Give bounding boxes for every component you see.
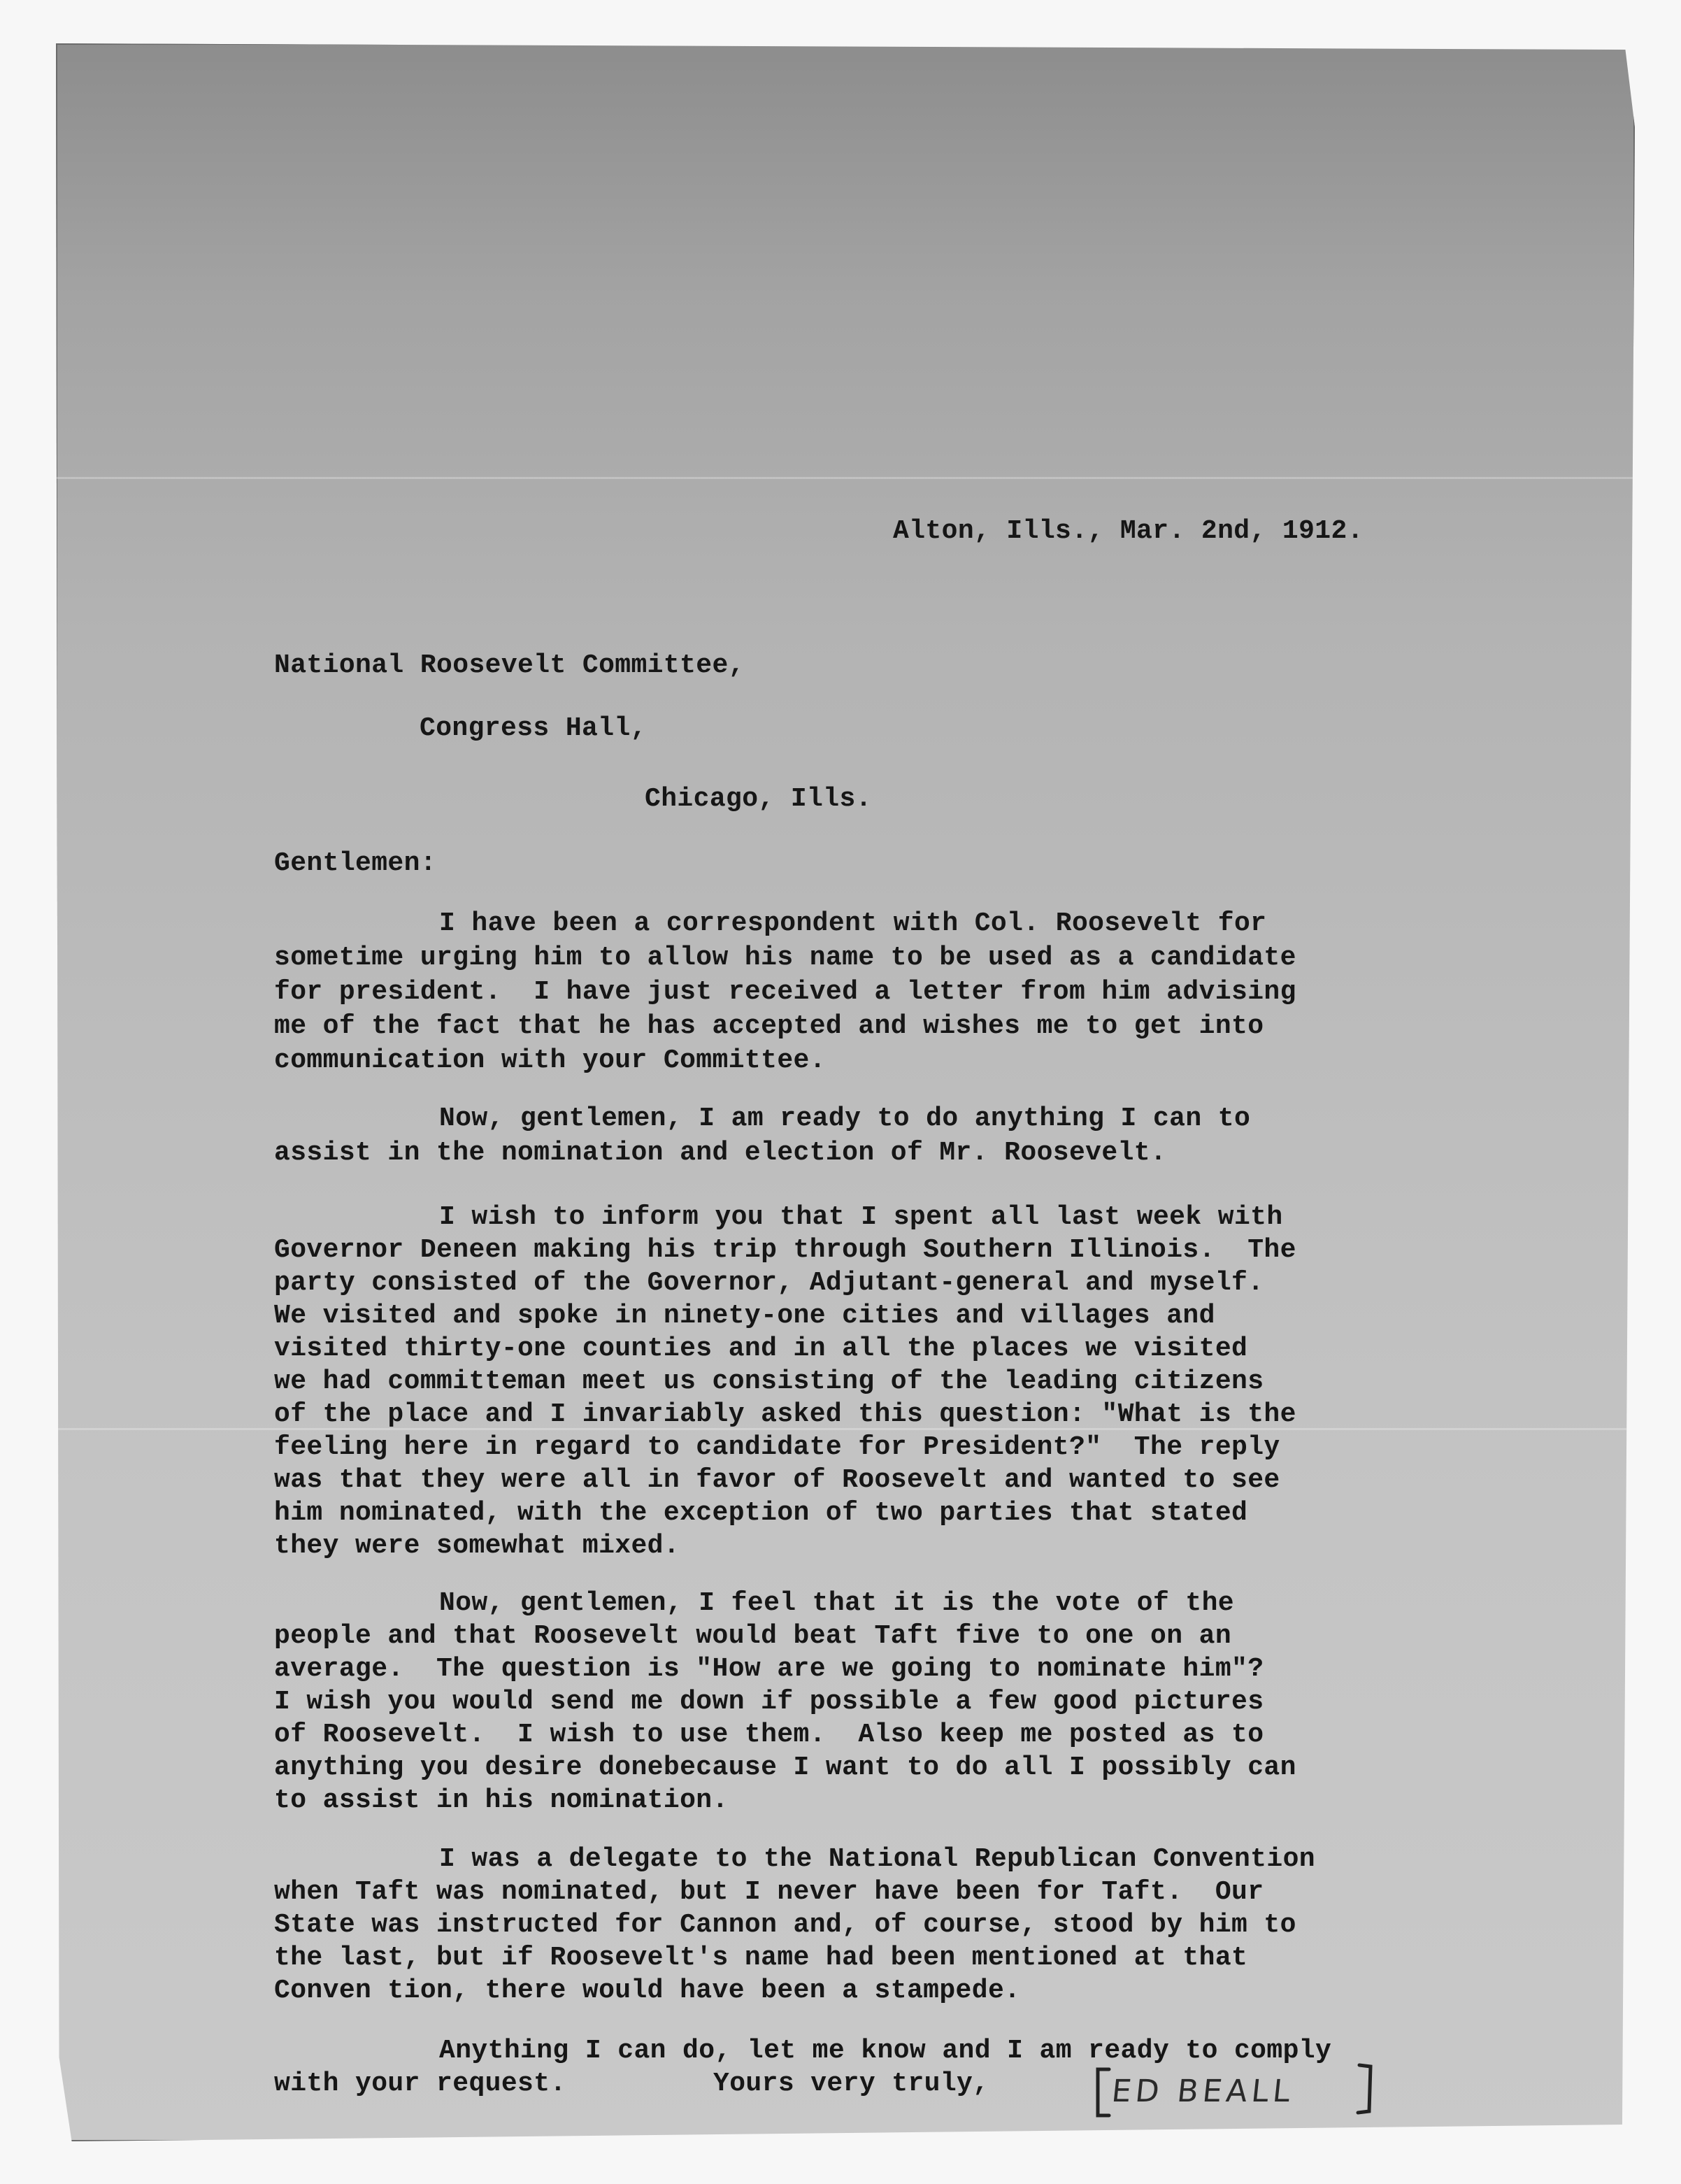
body-line: I have been a correspondent with Col. Roosevelt for: [439, 908, 1267, 938]
body-line: State was instructed for Cannon and, of course, stood by him to: [274, 1910, 1296, 1940]
address-line-2: Congress Hall,: [420, 713, 647, 743]
body-line: Anything I can do, let me know and I am ready to comply: [439, 2036, 1332, 2066]
body-line: average. The question is "How are we going to nominate him"?: [274, 1654, 1264, 1684]
body-line: was that they were all in favor of Roosevelt and wanted to see: [274, 1465, 1280, 1495]
body-line: I was a delegate to the National Republican Convention: [439, 1844, 1315, 1874]
body-line: communication with your Committee.: [274, 1045, 826, 1076]
body-line: sometime urging him to allow his name to be used as a candidate: [274, 943, 1296, 973]
body-line: of Roosevelt. I wish to use them. Also keep me posted as to: [274, 1720, 1264, 1750]
body-line: for president. I have just received a letter from him advising: [274, 977, 1296, 1007]
body-line: assist in the nomination and election of Mr. Roosevelt.: [274, 1138, 1167, 1168]
body-line: him nominated, with the exception of two parties that stated: [274, 1498, 1248, 1528]
address-line-1: National Roosevelt Committee,: [274, 650, 745, 680]
letter-sheet: [56, 43, 1635, 2141]
signature: [1088, 2060, 1382, 2124]
body-line: Now, gentlemen, I am ready to do anything I can to: [439, 1104, 1251, 1134]
paper-crease: [56, 477, 1635, 479]
body-line: Now, gentlemen, I feel that it is the vote of the: [439, 1588, 1234, 1618]
dateline: Alton, Ills., Mar. 2nd, 1912.: [893, 516, 1364, 546]
closing: Yours very truly,: [713, 2069, 989, 2099]
address-line-3: Chicago, Ills.: [645, 784, 872, 814]
body-line: Governor Deneen making his trip through Southern Illinois. The: [274, 1235, 1296, 1265]
body-line: visited thirty-one counties and in all the places we visited: [274, 1334, 1248, 1364]
body-line: anything you desire donebecause I want to do all I possibly can: [274, 1753, 1296, 1783]
body-line: feeling here in regard to candidate for President?" The reply: [274, 1432, 1280, 1462]
body-line: me of the fact that he has accepted and wishes me to get into: [274, 1011, 1264, 1041]
body-line: I wish you would send me down if possible a few good pictures: [274, 1687, 1264, 1717]
body-line: people and that Roosevelt would beat Taft five to one on an: [274, 1621, 1232, 1651]
body-line: the last, but if Roosevelt's name had been mentioned at that: [274, 1943, 1248, 1973]
body-line: to assist in his nomination.: [274, 1785, 729, 1815]
body-line: of the place and I invariably asked this question: "What is the: [274, 1399, 1296, 1429]
body-line: We visited and spoke in ninety-one cities and villages and: [274, 1301, 1215, 1331]
body-line: they were somewhat mixed.: [274, 1531, 680, 1561]
body-line: I wish to inform you that I spent all last week with: [439, 1202, 1283, 1232]
body-line: with your request.: [274, 2069, 566, 2099]
body-line: we had committeman meet us consisting of the leading citizens: [274, 1366, 1264, 1397]
body-line: party consisted of the Governor, Adjutant-general and myself.: [274, 1268, 1264, 1298]
signature-text: ED BEALL: [1110, 2074, 1296, 2109]
body-line: Conven tion, there would have been a stampede.: [274, 1976, 1021, 2006]
body-line: when Taft was nominated, but I never have been for Taft. Our: [274, 1877, 1264, 1907]
salutation: Gentlemen:: [274, 848, 437, 878]
